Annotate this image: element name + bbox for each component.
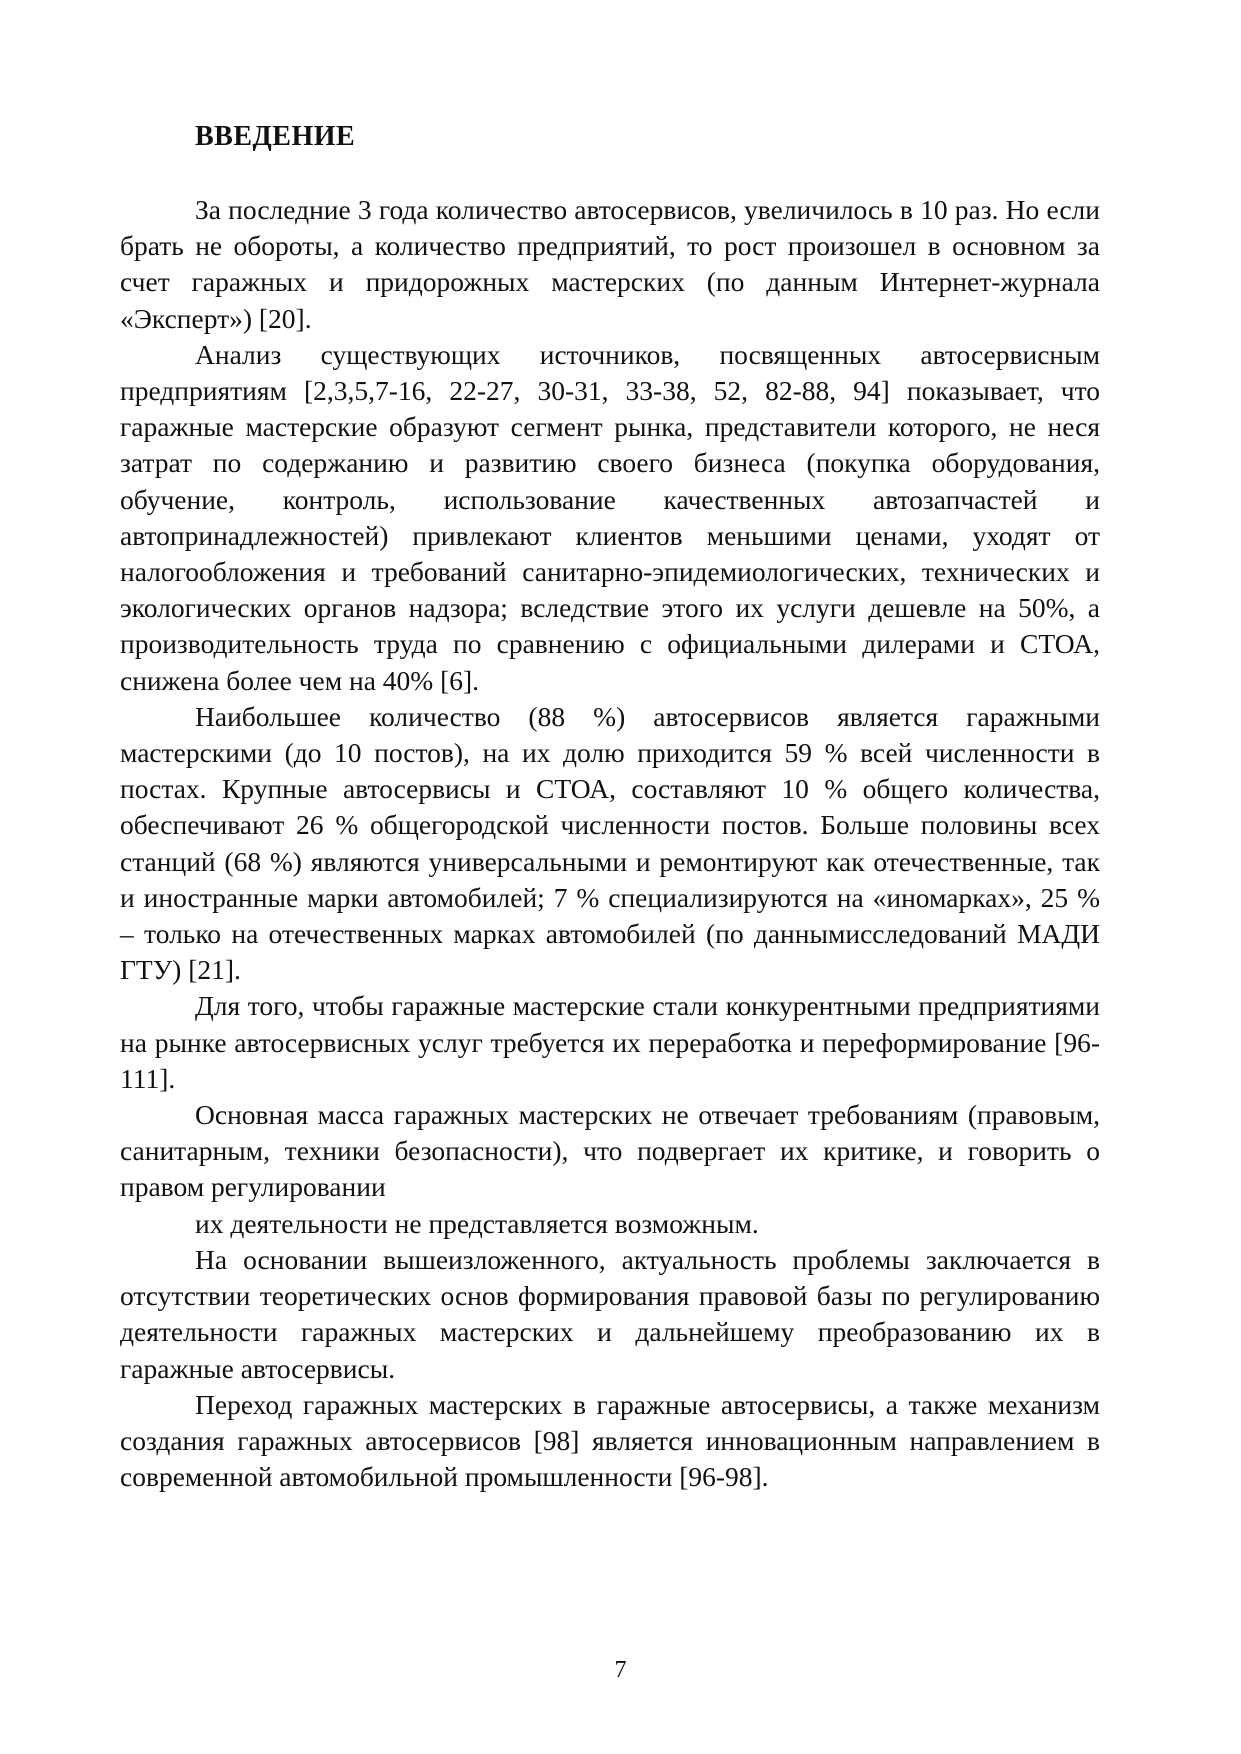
- body-text: [120, 192, 1100, 1495]
- paragraph-4: Для того, чтобы гаражные мастерские стали конкурентными предприятиями на рынке автосервисных услуг требуется их переработка и переформирование [96-111].: [120, 990, 1100, 1094]
- page-title: ВВЕДЕНИЕ: [195, 121, 356, 152]
- page-number: 7: [614, 1657, 627, 1683]
- paragraph-5-continuation: их деятельности не представляется возможным.: [195, 1207, 759, 1239]
- paragraph-3: Наибольшее количество (88 %) автосервисов является гаражными мастерскими (до 10 постов), на их долю приходится 59 % всей численности в постах. Крупные автосервисы и СТОА, составляют 10 % общего количества, обеспечивают 26 % общегородской численности постов. Больше половины всех станций (68 %) являются универсальными и ремонтируют как отечественные, так и иностранные марки автомобилей; 7 % специализируются на «иномарках», 25 % – только на отечественных марках автомобилей (по даннымисследований МАДИ ГТУ) [21].: [120, 700, 1100, 986]
- paragraph-1: За последние 3 года количество автосервисов, увеличилось в 10 раз. Но если брать не обороты, а количество предприятий, то рост произошел в основном за счет гаражных и придорожных мастерских (по данным Интернет-журнала «Эксперт») [20].: [120, 194, 1100, 334]
- paragraph-2: Анализ существующих источников, посвященных автосервисным предприятиям [2,3,5,7-16, 22-27, 30-31, 33-38, 52, 82-88, 94] показывает, что гаражные мастерские образуют сегмент рынка, представители которого, не неся затрат по содержанию и развитию своего бизнеса (покупка оборудования, обучение, контроль, использование качественных автозапчастей и автопринадлежностей) привлекают клиентов меньшими ценами, уходят от налогообложения и требований санитарно-эпидемиологических, технических и экологических органов надзора; вследствие этого их услуги дешевле на 50%, а производительность труда по сравнению с официальными дилерами и СТОА, снижена более чем на 40% [6].: [120, 338, 1100, 696]
- paragraph-7: Переход гаражных мастерских в гаражные автосервисы, а также механизм создания гаражных автосервисов [98] является инновационным направлением в современной автомобильной промышленности [96-98].: [120, 1388, 1100, 1493]
- paragraph-5: Основная масса гаражных мастерских не отвечает требованиям (правовым, санитарным, техники безопасности), что подвергает их критике, и говорить о правом регулировании: [120, 1099, 1100, 1203]
- paragraph-6: На основании вышеизложенного, актуальность проблемы заключается в отсутствии теоретических основ формирования правовой базы по регулированию деятельности гаражных мастерских и дальнейшему преобразованию их в гаражные автосервисы.: [120, 1243, 1100, 1384]
